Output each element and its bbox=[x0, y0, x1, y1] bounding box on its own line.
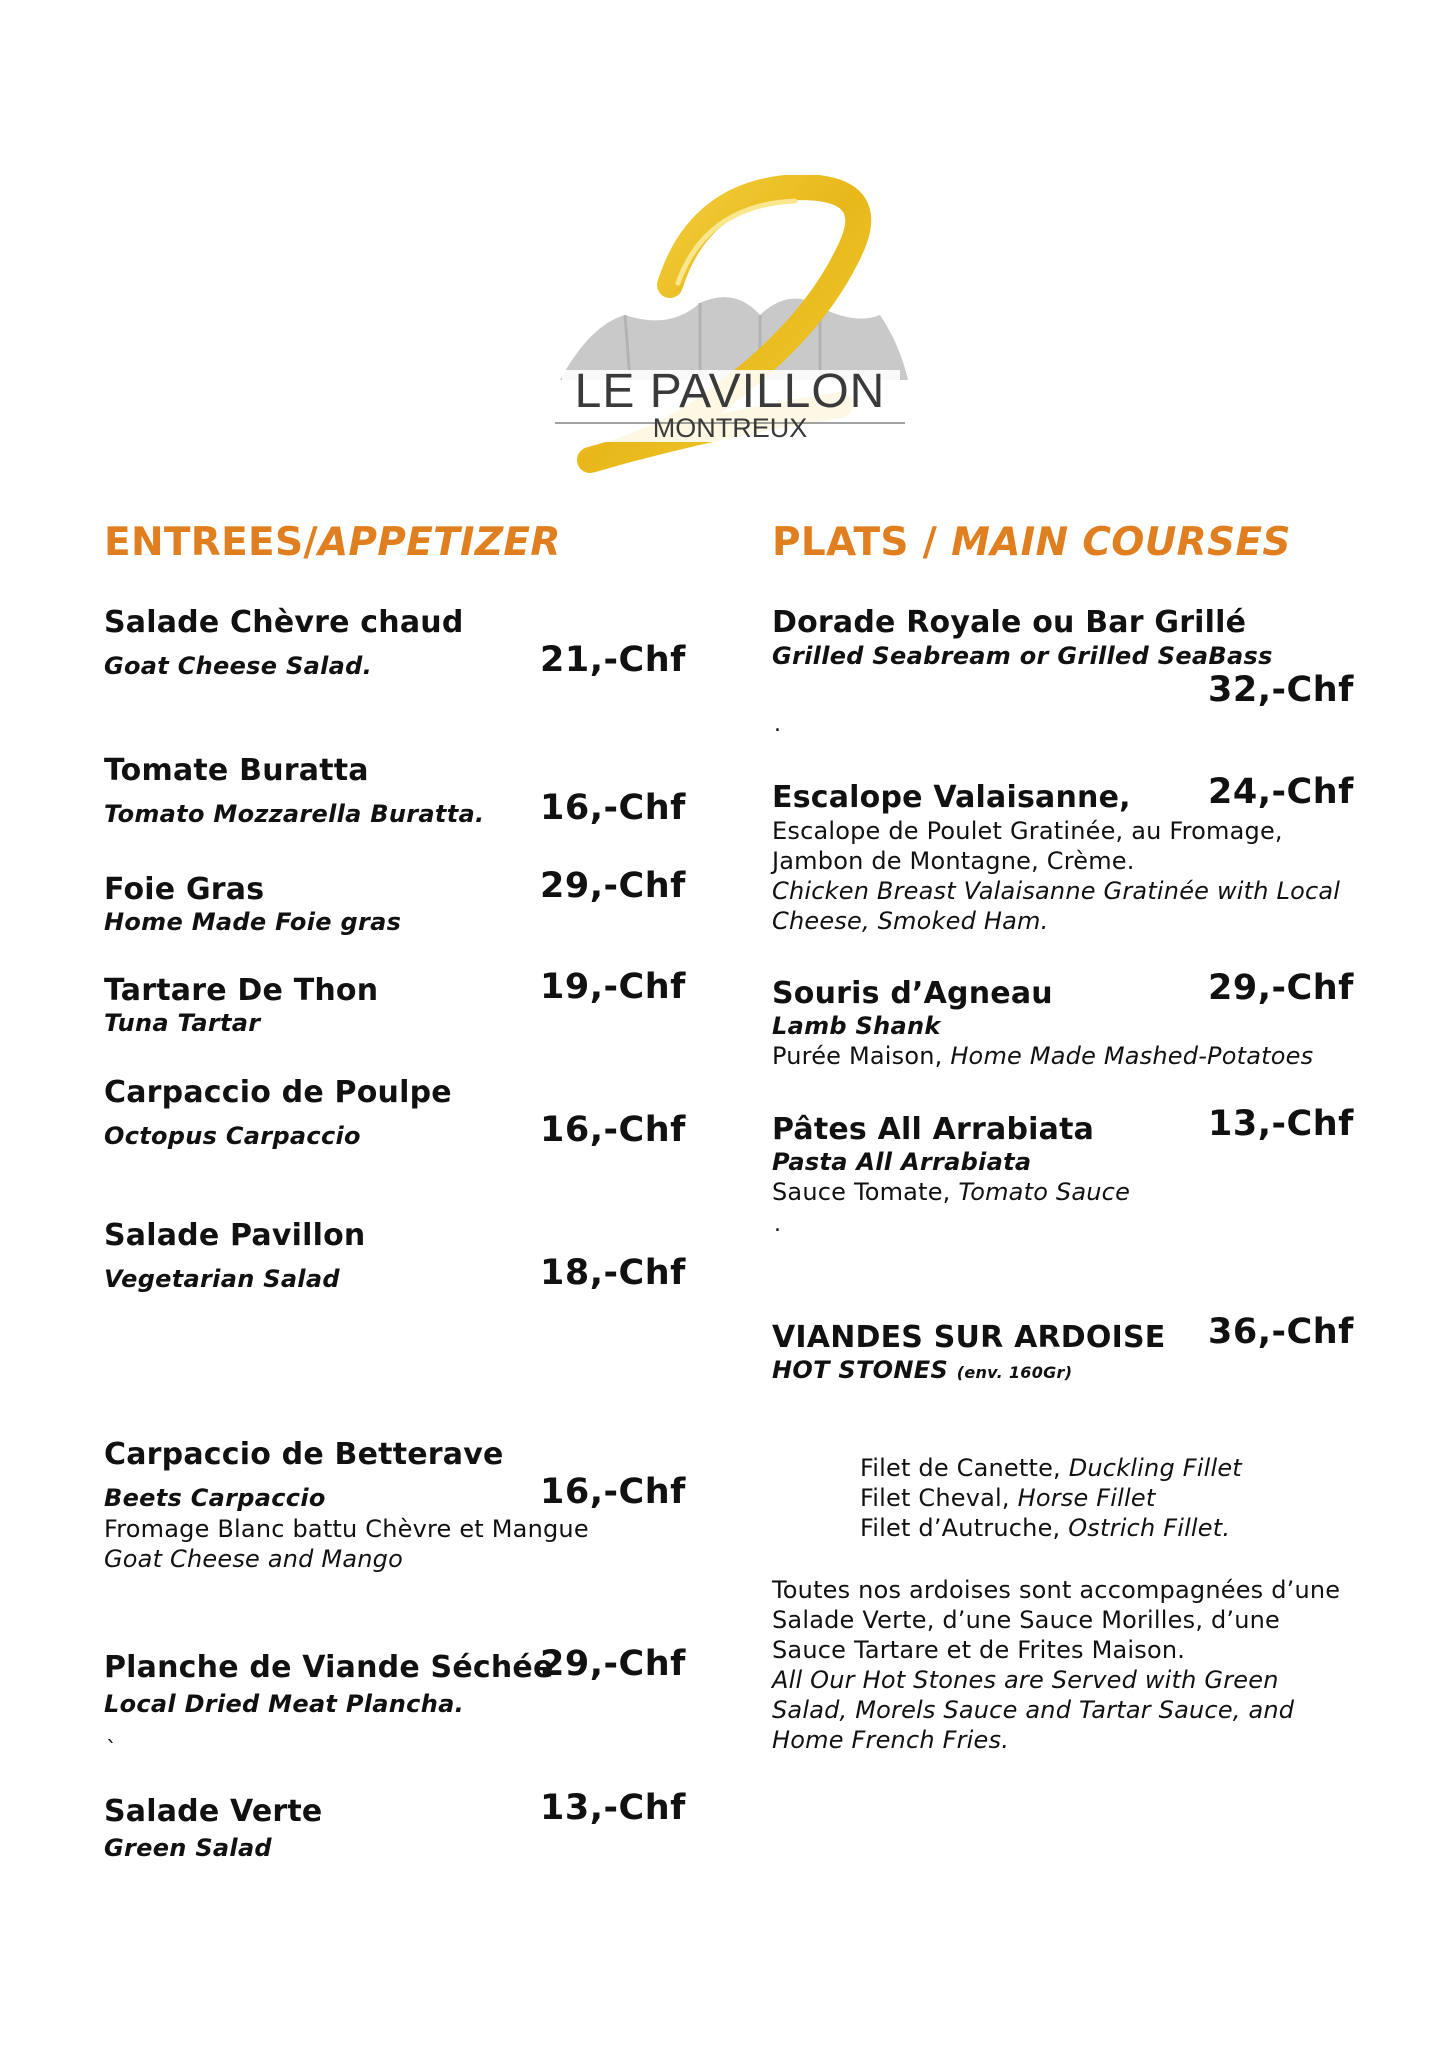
item-description-en: Chicken Breast Valaisanne Gratinée with Local bbox=[772, 877, 1341, 905]
item-subtitle: Lamb Shank bbox=[772, 1012, 941, 1040]
stray-mark: . bbox=[774, 712, 781, 737]
option-item bbox=[860, 1513, 1230, 1543]
item-price: 29,-Chf bbox=[540, 866, 686, 906]
item-description bbox=[772, 1041, 1313, 1071]
item-description: Jambon de Montagne, Crème. bbox=[772, 847, 1135, 875]
desc-en: Home Made Mashed-Potatoes bbox=[950, 1042, 1314, 1070]
option-en: Duckling Fillet bbox=[1068, 1454, 1242, 1482]
item-title: VIANDES SUR ARDOISE bbox=[772, 1320, 1166, 1355]
item-price: 13,-Chf bbox=[540, 1788, 686, 1828]
option-fr: Filet Cheval, bbox=[860, 1484, 1018, 1512]
item-price: 19,-Chf bbox=[540, 967, 686, 1007]
item-description: Escalope de Poulet Gratinée, au Fromage, bbox=[772, 817, 1283, 845]
item-title: Dorade Royale ou Bar Grillé bbox=[772, 605, 1247, 640]
stray-mark: ` bbox=[106, 1738, 117, 1763]
item-description: Fromage Blanc battu Chèvre et Mangue bbox=[104, 1515, 589, 1543]
item-title: Salade Chèvre chaud bbox=[104, 605, 464, 640]
option-fr: Filet de Canette, bbox=[860, 1454, 1069, 1482]
desc-en: Tomato Sauce bbox=[958, 1178, 1131, 1206]
item-title: Souris d’Agneau bbox=[772, 976, 1053, 1011]
item-subtitle: Grilled Seabream or Grilled SeaBass bbox=[772, 642, 1273, 670]
section-heading-main-courses bbox=[772, 520, 1291, 565]
item-subtitle: Octopus Carpaccio bbox=[104, 1122, 361, 1150]
item-price: 32,-Chf bbox=[1208, 670, 1354, 710]
note-line: Toutes nos ardoises sont accompagnées d’une bbox=[772, 1576, 1341, 1604]
item-price: 29,-Chf bbox=[1208, 968, 1354, 1008]
logo-graphic bbox=[550, 175, 910, 475]
option-en: Horse Fillet bbox=[1017, 1484, 1156, 1512]
item-description bbox=[772, 1177, 1130, 1207]
item-price: 29,-Chf bbox=[540, 1644, 686, 1684]
desc-fr: Purée Maison, bbox=[772, 1042, 951, 1070]
item-title: Salade Pavillon bbox=[104, 1218, 366, 1253]
item-subtitle: Beets Carpaccio bbox=[104, 1484, 326, 1512]
option-en: Ostrich Fillet. bbox=[1068, 1514, 1231, 1542]
section-heading-appetizers bbox=[104, 520, 561, 565]
item-title: Foie Gras bbox=[104, 872, 265, 907]
note-line: Sauce Tartare et de Frites Maison. bbox=[772, 1636, 1186, 1664]
item-price: 16,-Chf bbox=[540, 1110, 686, 1150]
portion-weight: (env. 160Gr) bbox=[956, 1363, 1073, 1382]
item-price: 24,-Chf bbox=[1208, 772, 1354, 812]
item-subtitle: Tomato Mozzarella Buratta. bbox=[104, 800, 485, 828]
option-fr: Filet d’Autruche, bbox=[860, 1514, 1069, 1542]
item-description-en: Goat Cheese and Mango bbox=[104, 1545, 403, 1573]
note-line: Salade Verte, d’une Sauce Morilles, d’une bbox=[772, 1606, 1281, 1634]
item-price: 13,-Chf bbox=[1208, 1104, 1354, 1144]
item-subtitle: Home Made Foie gras bbox=[104, 908, 402, 936]
item-subtitle: Vegetarian Salad bbox=[104, 1265, 340, 1293]
logo-name: LE PAVILLON bbox=[574, 365, 886, 418]
item-subtitle: Tuna Tartar bbox=[104, 1009, 261, 1037]
item-subtitle: Local Dried Meat Plancha. bbox=[104, 1690, 464, 1718]
item-title: Salade Verte bbox=[104, 1794, 323, 1829]
note-line-en: All Our Hot Stones are Served with Green bbox=[772, 1666, 1279, 1694]
item-title: Tartare De Thon bbox=[104, 973, 379, 1008]
subtitle-main: HOT STONES bbox=[772, 1356, 949, 1384]
heading-fr: PLATS / bbox=[772, 520, 952, 565]
item-subtitle bbox=[772, 1356, 1072, 1384]
note-line-en: Home French Fries. bbox=[772, 1726, 1010, 1754]
heading-en: APPETIZER bbox=[317, 520, 561, 565]
item-title: Carpaccio de Poulpe bbox=[104, 1075, 452, 1110]
item-title: Carpaccio de Betterave bbox=[104, 1437, 504, 1472]
item-title: Escalope Valaisanne, bbox=[772, 780, 1131, 815]
restaurant-logo bbox=[550, 175, 910, 475]
desc-fr: Sauce Tomate, bbox=[772, 1178, 959, 1206]
option-item bbox=[860, 1483, 1155, 1513]
item-subtitle: Pasta All Arrabiata bbox=[772, 1148, 1032, 1176]
heading-fr: ENTREES/ bbox=[104, 520, 318, 565]
item-price: 16,-Chf bbox=[540, 788, 686, 828]
item-price: 36,-Chf bbox=[1208, 1312, 1354, 1352]
item-title: Planche de Viande Séchée bbox=[104, 1650, 554, 1685]
heading-en: MAIN COURSES bbox=[951, 520, 1291, 565]
item-price: 21,-Chf bbox=[540, 640, 686, 680]
item-subtitle: Goat Cheese Salad. bbox=[104, 652, 372, 680]
item-description-en: Cheese, Smoked Ham. bbox=[772, 907, 1049, 935]
option-item bbox=[860, 1453, 1242, 1483]
item-title: Tomate Buratta bbox=[104, 753, 369, 788]
item-price: 18,-Chf bbox=[540, 1253, 686, 1293]
item-subtitle: Green Salad bbox=[104, 1834, 272, 1862]
stray-mark: . bbox=[774, 1212, 781, 1237]
item-title: Pâtes All Arrabiata bbox=[772, 1112, 1095, 1147]
logo-location: MONTREUX bbox=[652, 413, 808, 443]
item-price: 16,-Chf bbox=[540, 1472, 686, 1512]
note-line-en: Salad, Morels Sauce and Tartar Sauce, and bbox=[772, 1696, 1295, 1724]
